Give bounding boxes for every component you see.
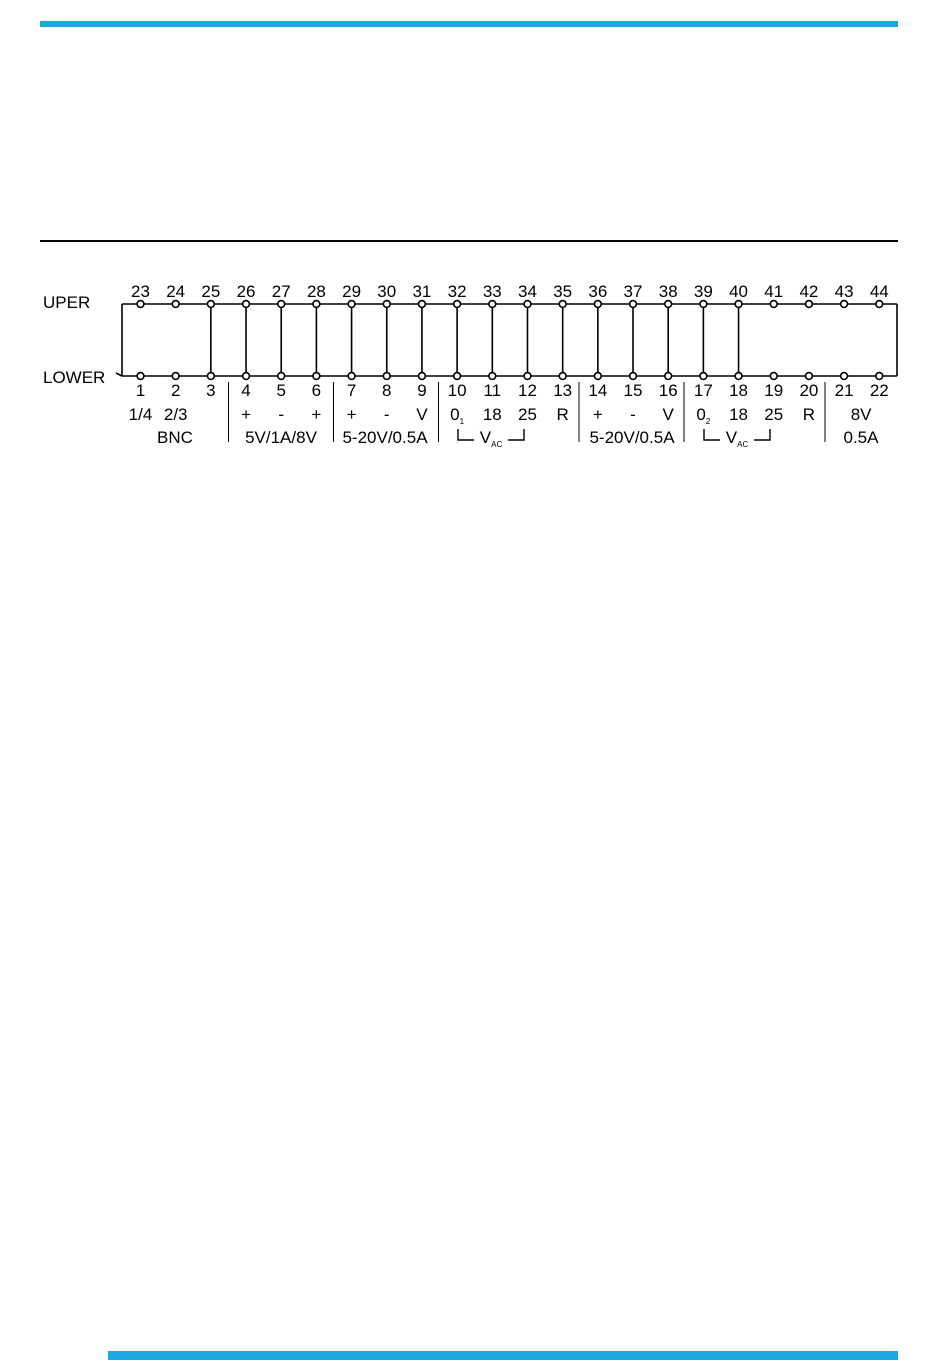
- function-label: 25: [764, 405, 784, 424]
- upper-pin-number: 34: [518, 282, 537, 301]
- group-label: $V_{AC}$: [725, 428, 749, 449]
- function-label: +: [592, 405, 603, 424]
- lower-pin-2: [172, 373, 179, 380]
- upper-pin-32: [454, 301, 461, 308]
- upper-pin-39: [700, 301, 707, 308]
- function-label: 8V: [850, 405, 872, 424]
- function-label: V: [416, 405, 428, 424]
- function-label: 18: [482, 405, 502, 424]
- upper-pin-number: 40: [729, 282, 749, 301]
- pin-numbers: [131, 282, 889, 400]
- upper-pin-37: [630, 301, 637, 308]
- lower-pin-18: [735, 373, 742, 380]
- upper-pin-number: 23: [131, 282, 150, 301]
- lower-pin-number: 22: [869, 381, 889, 400]
- lower-pin-3: [207, 373, 214, 380]
- upper-pin-number: 24: [166, 282, 186, 301]
- lower-pin-22: [876, 373, 883, 380]
- lower-pin-number: 3: [206, 381, 216, 400]
- upper-pin-number: 35: [553, 282, 573, 301]
- lower-pin-12: [524, 373, 531, 380]
- group-label: 5-20V/0.5A: [589, 428, 675, 447]
- lower-tick: [116, 373, 122, 376]
- lower-pin-number: 13: [553, 381, 573, 400]
- upper-pin-number: 31: [412, 282, 432, 301]
- function-label: +: [241, 405, 252, 424]
- function-label: R: [802, 405, 816, 424]
- function-label: +: [311, 405, 322, 424]
- lower-pin-21: [841, 373, 848, 380]
- lower-pin-10: [454, 373, 461, 380]
- terminal-connection-diagram: [0, 0, 950, 470]
- upper-pin-43: [841, 301, 848, 308]
- function-label: R: [556, 405, 569, 424]
- bracket-right: [754, 429, 770, 440]
- function-label: $0_2$: [696, 405, 711, 426]
- lower-pin-20: [806, 373, 813, 380]
- upper-pin-38: [665, 301, 672, 308]
- upper-pin-24: [172, 301, 179, 308]
- upper-pin-number: 42: [799, 282, 819, 301]
- upper-pin-42: [806, 301, 813, 308]
- upper-pin-30: [383, 301, 390, 308]
- bracket-left: [458, 429, 474, 440]
- upper-pin-number: 41: [764, 282, 784, 301]
- function-label: 1/4: [128, 405, 153, 424]
- group-label: 5V/1A/8V: [245, 428, 317, 447]
- lower-pin-number: 15: [623, 381, 643, 400]
- upper-pin-number: 28: [306, 282, 326, 301]
- upper-pin-27: [278, 301, 285, 308]
- lower-pin-number: 2: [170, 381, 181, 400]
- upper-pin-number: 25: [201, 282, 221, 301]
- lower-pin-1: [137, 373, 144, 380]
- upper-pin-25: [207, 301, 214, 308]
- upper-pin-44: [876, 301, 883, 308]
- function-labels: [129, 405, 872, 426]
- lower-pin-number: 19: [764, 381, 784, 400]
- group-label: 0.5A: [843, 428, 879, 447]
- upper-pin-23: [137, 301, 144, 308]
- upper-pin-31: [419, 301, 426, 308]
- function-label: -: [278, 405, 285, 424]
- lower-pin-number: 11: [483, 381, 502, 400]
- lower-pin-number: 17: [693, 381, 713, 400]
- lower-pin-number: 8: [382, 381, 392, 400]
- function-label: $0_1$: [450, 405, 465, 426]
- function-label: 18: [729, 405, 749, 424]
- lower-pin-number: 20: [799, 381, 819, 400]
- bracket-right: [508, 429, 524, 440]
- upper-pin-number: 26: [236, 282, 256, 301]
- bottom-accent-bar: [108, 1351, 898, 1360]
- lower-pin-number: 7: [346, 381, 357, 400]
- lower-pin-number: 10: [447, 381, 467, 400]
- pins: [137, 301, 883, 380]
- upper-pin-29: [348, 301, 355, 308]
- lower-pin-9: [419, 373, 426, 380]
- upper-pin-34: [524, 301, 531, 308]
- lower-row-label: LOWER: [43, 368, 106, 387]
- upper-pin-number: 37: [623, 282, 643, 301]
- upper-pin-33: [489, 301, 496, 308]
- wires: [116, 304, 897, 376]
- lower-pin-number: 4: [241, 381, 251, 400]
- group-label: $V_{AC}$: [479, 428, 503, 449]
- group-label: BNC: [157, 428, 193, 447]
- lower-pin-5: [278, 373, 285, 380]
- lower-pin-17: [700, 373, 707, 380]
- lower-pin-13: [559, 373, 566, 380]
- upper-pin-41: [770, 301, 777, 308]
- upper-pin-number: 44: [869, 282, 889, 301]
- lower-pin-16: [665, 373, 672, 380]
- function-label: +: [346, 405, 357, 424]
- upper-pin-number: 30: [377, 282, 397, 301]
- upper-pin-number: 39: [693, 282, 713, 301]
- upper-pin-28: [313, 301, 320, 308]
- lower-pin-number: 5: [276, 381, 286, 400]
- upper-pin-26: [243, 301, 250, 308]
- upper-pin-number: 32: [447, 282, 467, 301]
- lower-pin-11: [489, 373, 496, 380]
- lower-pin-6: [313, 373, 320, 380]
- lower-pin-number: 1: [135, 381, 146, 400]
- upper-pin-35: [559, 301, 566, 308]
- upper-pin-number: 33: [482, 282, 502, 301]
- function-label: 25: [518, 405, 537, 424]
- upper-pin-number: 27: [271, 282, 291, 301]
- function-label: V: [662, 405, 674, 424]
- lower-pin-number: 6: [311, 381, 322, 400]
- lower-pin-number: 16: [658, 381, 678, 400]
- upper-row-label: UPER: [43, 293, 91, 312]
- function-label: 2/3: [163, 405, 188, 424]
- lower-pin-number: 21: [834, 381, 854, 400]
- group-label: 5-20V/0.5A: [342, 428, 428, 447]
- upper-pin-number: 43: [834, 282, 854, 301]
- lower-pin-14: [594, 373, 601, 380]
- lower-pin-8: [383, 373, 390, 380]
- bracket-left: [704, 429, 720, 440]
- upper-pin-40: [735, 301, 742, 308]
- lower-pin-number: 14: [588, 381, 608, 400]
- lower-pin-number: 12: [518, 381, 537, 400]
- lower-pin-4: [243, 373, 250, 380]
- lower-pin-number: 9: [417, 381, 427, 400]
- lower-pin-15: [630, 373, 637, 380]
- upper-pin-number: 36: [588, 282, 608, 301]
- upper-pin-number: 38: [658, 282, 678, 301]
- lower-pin-19: [770, 373, 777, 380]
- function-label: -: [383, 405, 390, 424]
- function-label: -: [630, 405, 636, 424]
- upper-pin-number: 29: [342, 282, 362, 301]
- lower-pin-7: [348, 373, 355, 380]
- lower-pin-number: 18: [729, 381, 749, 400]
- upper-pin-36: [594, 301, 601, 308]
